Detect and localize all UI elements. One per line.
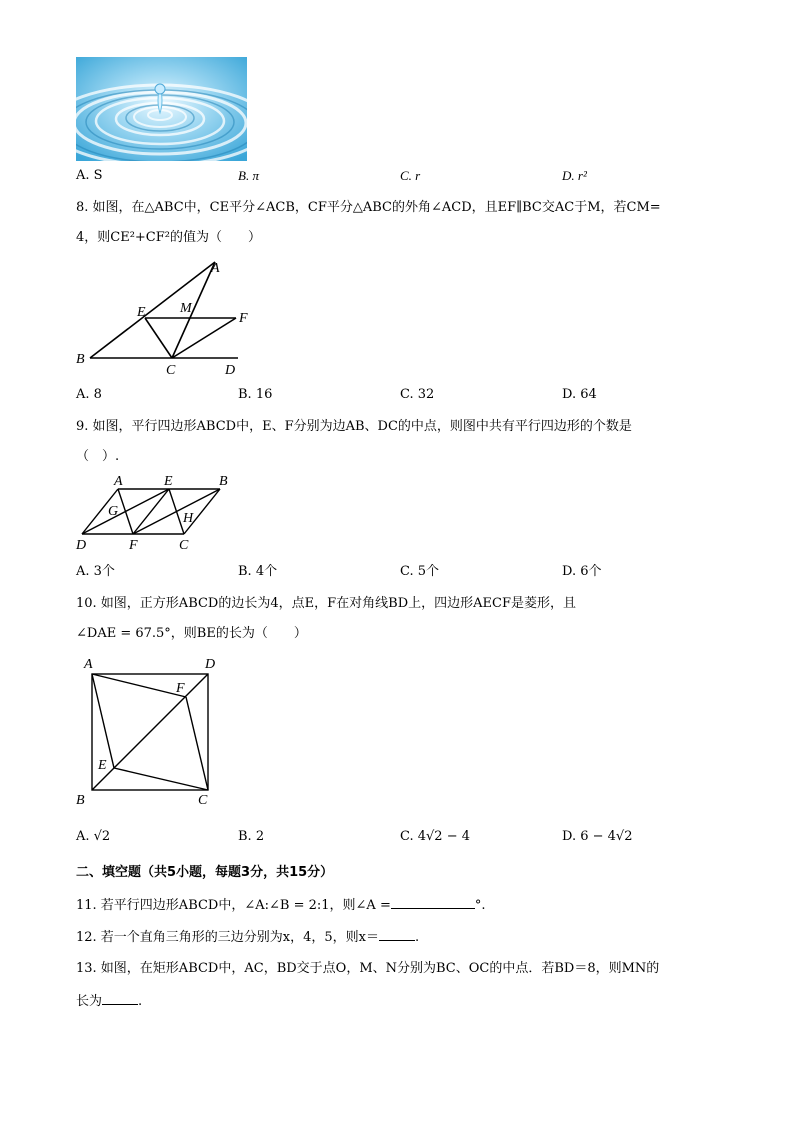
q9-label-f: F [129, 538, 138, 553]
q13-stem-line2 [76, 992, 142, 1011]
q10-option-b: B. 2 [238, 829, 265, 844]
q8-label-d: D [225, 363, 236, 378]
q10-option-c: C. 4√2 − 4 [400, 829, 471, 844]
q13-stem-line1: 13. 如图，在矩形ABCD中，AC，BD交于点O，M、N分别为BC、OC的中点．若BD＝8，则MN的 [76, 961, 660, 976]
q13-text: 长为 [76, 994, 103, 1009]
q7-option-c: C. r [400, 168, 421, 183]
q8-option-d: D. 64 [562, 387, 597, 402]
q10-label-b: B [76, 793, 85, 808]
q8-label-f: F [239, 311, 248, 326]
q12-text: 12. 若一个直角三角形的三边分别为x，4，5，则x＝ [76, 930, 380, 945]
q9-option-b: B. 4个 [238, 564, 278, 579]
q11-answer-blank[interactable] [391, 896, 475, 909]
q10-label-e: E [98, 758, 107, 773]
q10-label-a: A [84, 657, 93, 672]
q8-option-b: B. 16 [238, 387, 273, 402]
q9-option-c: C. 5个 [400, 564, 440, 579]
q9-label-g: G [108, 504, 119, 519]
q8-option-c: C. 32 [400, 387, 435, 402]
q13-answer-blank[interactable] [102, 992, 138, 1005]
q9-option-d: D. 6个 [562, 564, 602, 579]
q10-stem-line2: ∠DAE = 67.5°，则BE的长为（ ） [76, 626, 307, 641]
q8-label-c: C [166, 363, 176, 378]
q8-option-a: A. 8 [76, 387, 102, 402]
q12-answer-blank[interactable] [379, 928, 415, 941]
q10-square-figure [74, 652, 224, 816]
q11-stem [76, 896, 486, 915]
q9-parallelogram-figure [70, 472, 240, 560]
q8-label-a: A [211, 261, 220, 276]
q9-label-c: C [179, 538, 189, 553]
q10-label-f: F [176, 681, 185, 696]
q9-label-h: H [183, 511, 194, 526]
q7-option-a: A. S [76, 168, 103, 183]
q8-label-m: M [180, 301, 192, 316]
water-ripple-image [76, 57, 247, 161]
q9-option-a: A. 3个 [76, 564, 115, 579]
q10-stem-line1: 10. 如图，正方形ABCD的边长为4，点E，F在对角线BD上，四边形AECF是菱形，且 [76, 596, 576, 611]
q12-suffix: . [415, 930, 420, 945]
q13-suffix: . [138, 994, 143, 1009]
q11-text: 11. 若平行四边形ABCD中，∠A:∠B = 2:1，则∠A = [76, 898, 391, 913]
section-2-title: 二、填空题（共5小题，每题3分，共15分） [76, 865, 334, 880]
q9-label-e: E [164, 474, 173, 489]
q12-stem [76, 928, 419, 947]
q8-stem-line1: 8. 如图，在△ABC中，CE平分∠ACB，CF平分△ABC的外角∠ACD，且EF∥BC交AC于M，若CM= [76, 200, 661, 215]
q8-label-e: E [137, 305, 146, 320]
q9-label-d: D [76, 538, 87, 553]
q10-label-c: C [198, 793, 208, 808]
q11-suffix: °. [474, 898, 486, 913]
q9-label-b: B [219, 474, 228, 489]
q9-stem-line2: （ ）. [76, 449, 120, 464]
q9-label-a: A [114, 474, 123, 489]
q7-option-b: B. π [238, 168, 259, 183]
q10-label-d: D [205, 657, 216, 672]
q10-option-d: D. 6 − 4√2 [562, 829, 633, 844]
q7-option-d: D. r² [562, 168, 587, 183]
q8-label-b: B [76, 352, 85, 367]
q8-triangle-figure [70, 254, 270, 383]
q8-stem-line2: 4，则CE²+CF²的值为（ ） [76, 230, 261, 245]
q10-option-a: A. √2 [76, 829, 111, 844]
q9-stem-line1: 9. 如图，平行四边形ABCD中，E、F分别为边AB、DC的中点，则图中共有平行四边形的个数是 [76, 419, 632, 434]
